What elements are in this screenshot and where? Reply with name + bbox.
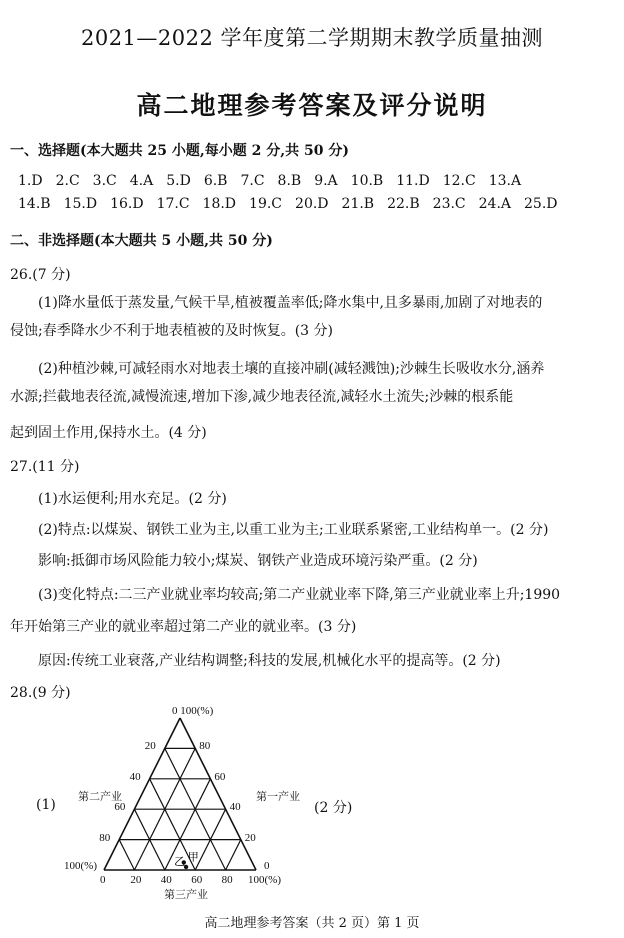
q26-head: 26.(7 分) bbox=[10, 267, 71, 283]
right-tick: 80 bbox=[199, 740, 211, 753]
primary-industry-label: 第一产业 bbox=[256, 791, 300, 803]
secondary-industry-label: 第二产业 bbox=[78, 791, 122, 803]
bottom-tick: 100(%) bbox=[248, 874, 281, 886]
answer-item: 6.B bbox=[203, 173, 228, 189]
answer-item: 15.D bbox=[63, 196, 98, 212]
ternary-grid bbox=[104, 718, 256, 870]
right-tick: 40 bbox=[229, 801, 241, 814]
q26-a1-line1: (1)降水量低于蒸发量,气候干旱,植被覆盖率低;降水集中,且多暴雨,加剧了对地表的 bbox=[38, 295, 543, 311]
bottom-tick: 0 bbox=[100, 874, 106, 886]
answer-item: 23.C bbox=[432, 196, 466, 212]
left-tick: 20 bbox=[144, 740, 156, 753]
tertiary-industry-label: 第三产业 bbox=[164, 889, 208, 901]
q26-a2-line2: 水源;拦截地表径流,减慢流速,增加下渗,减少地表径流,减轻水土流失;沙棘的根系能 bbox=[10, 389, 514, 405]
answer-item: 21.B bbox=[341, 196, 375, 212]
answer-row-1 bbox=[18, 173, 534, 189]
right-corner-label: 0 bbox=[264, 860, 270, 872]
triangle-edge bbox=[180, 718, 256, 870]
answer-item: 25.D bbox=[524, 196, 558, 212]
answer-item: 5.D bbox=[166, 173, 191, 189]
exam-title: 2021—2022 学年度第二学期期末教学质量抽测 bbox=[80, 26, 544, 50]
grid-line bbox=[119, 840, 134, 870]
part2-heading: 二、非选择题(本大题共 5 小题,共 50 分) bbox=[10, 233, 273, 249]
bottom-tick: 20 bbox=[130, 874, 142, 886]
q28-head: 28.(9 分) bbox=[10, 685, 71, 701]
q27-head: 27.(11 分) bbox=[10, 459, 80, 475]
answer-item: 13.A bbox=[488, 173, 522, 189]
left-tick: 40 bbox=[129, 770, 141, 783]
q26-a1-line2: 侵蚀;春季降水少不利于地表植被的及时恢复。(3 分) bbox=[10, 323, 333, 339]
page-footer: 高二地理参考答案（共 2 页）第 1 页 bbox=[204, 916, 420, 931]
q26-a2-line3: 起到固土作用,保持水土。(4 分) bbox=[10, 425, 207, 441]
bottom-tick: 60 bbox=[191, 874, 203, 886]
left-tick: 60 bbox=[114, 801, 126, 814]
answer-item: 10.B bbox=[350, 173, 384, 189]
q27-a3-line1: (3)变化特点:二三产业就业率均较高;第二产业就业率下降,第三产业就业率上升;1990 bbox=[38, 587, 561, 603]
answer-row-2 bbox=[18, 196, 571, 212]
point-label: 甲 bbox=[187, 850, 199, 864]
answer-item: 14.B bbox=[18, 196, 51, 212]
answer-item: 19.C bbox=[249, 196, 283, 212]
ternary-diagram bbox=[0, 700, 624, 910]
q26-a2-line1: (2)种植沙棘,可减轻雨水对地表土壤的直接冲刷(减轻溅蚀);沙棘生长吸收水分,涵养 bbox=[38, 361, 545, 377]
answer-item: 12.C bbox=[442, 173, 476, 189]
point-label: 乙 bbox=[174, 854, 186, 868]
bottom-tick: 80 bbox=[221, 874, 233, 886]
document-title: 高二地理参考答案及评分说明 bbox=[136, 91, 488, 120]
part1-heading: 一、选择题(本大题共 25 小题,每小题 2 分,共 50 分) bbox=[10, 143, 349, 159]
left-corner-label: 100(%) bbox=[64, 860, 97, 872]
answer-item: 1.D bbox=[18, 173, 43, 189]
grid-line bbox=[226, 840, 241, 870]
answer-item: 24.A bbox=[478, 196, 512, 212]
answer-item: 8.B bbox=[277, 173, 302, 189]
answer-item: 16.D bbox=[110, 196, 144, 212]
q27-a3-line2: 年开始第三产业的就业率超过第二产业的就业率。(3 分) bbox=[10, 619, 357, 635]
answer-item: 3.C bbox=[92, 173, 117, 189]
answer-item: 18.D bbox=[202, 196, 237, 212]
right-tick: 20 bbox=[244, 831, 256, 844]
answer-item: 9.A bbox=[314, 173, 338, 189]
bottom-tick: 40 bbox=[160, 874, 172, 886]
q28-score: (2 分) bbox=[314, 800, 353, 816]
answer-item: 2.C bbox=[55, 173, 80, 189]
q27-a2: (2)特点:以煤炭、钢铁工业为主,以重工业为主;工业联系紧密,工业结构单一。(2 分) bbox=[38, 522, 549, 538]
top-vertex-label: 0 100(%) bbox=[172, 705, 214, 717]
answer-item: 4.A bbox=[129, 173, 154, 189]
answer-item: 22.B bbox=[387, 196, 420, 212]
q27-a1: (1)水运便利;用水充足。(2 分) bbox=[38, 491, 227, 507]
left-tick: 80 bbox=[99, 831, 111, 844]
q27-a3-reason: 原因:传统工业衰落,产业结构调整;科技的发展,机械化水平的提高等。(2 分) bbox=[38, 653, 501, 669]
right-tick: 60 bbox=[214, 770, 226, 783]
answer-item: 17.C bbox=[156, 196, 190, 212]
answer-item: 11.D bbox=[396, 173, 430, 189]
q27-a2-impact: 影响:抵御市场风险能力较小;煤炭、钢铁产业造成环境污染严重。(2 分) bbox=[38, 553, 478, 569]
answer-item: 7.C bbox=[240, 173, 265, 189]
q28-item-label: (1) bbox=[36, 797, 56, 813]
answer-item: 20.D bbox=[295, 196, 329, 212]
